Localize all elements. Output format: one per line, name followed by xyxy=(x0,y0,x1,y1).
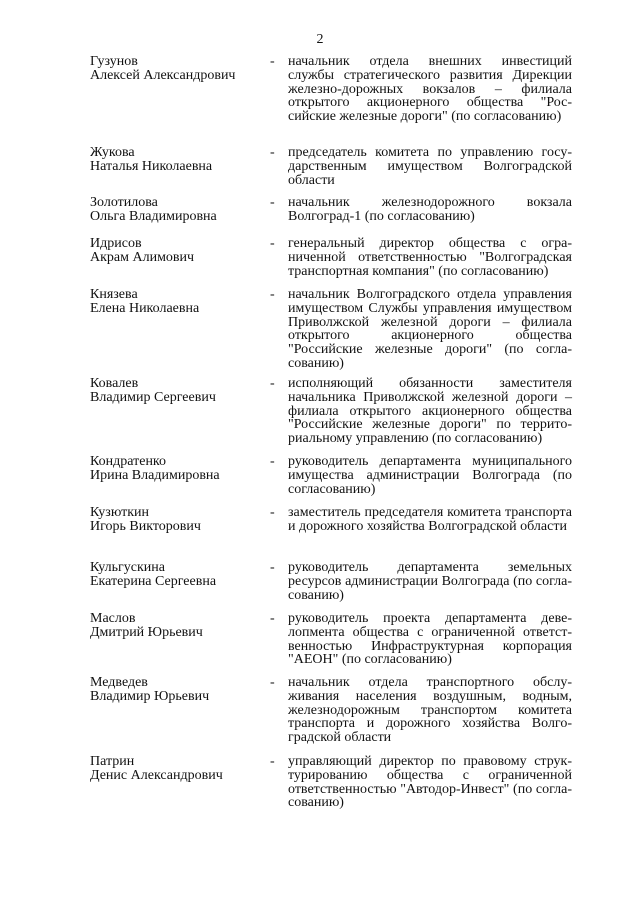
position-text: генеральный директор общества с ограниченной ответственностью "Волгоградская транспортная компания" (по согласованию) xyxy=(288,236,572,279)
given-names: Игорь Викторович xyxy=(90,518,201,534)
position-text: начальник отдела внешних инвестиций службы стратегического развития Дирекции железно-дорожных вокзалов – филиала открытого акционерного общества "Российские железные дороги" (по согласованию) xyxy=(288,54,572,125)
dash: - xyxy=(270,560,275,575)
given-names: Денис Александрович xyxy=(90,767,223,783)
person-name xyxy=(90,506,265,534)
person-name xyxy=(90,288,265,316)
surname: Кузюткин xyxy=(90,505,149,520)
given-names: Дмитрий Юрьевич xyxy=(90,624,203,640)
dash: - xyxy=(270,287,275,302)
page-number: 2 xyxy=(316,32,324,47)
person-name xyxy=(90,612,265,640)
position-text: управляющий директор по правовому структурированию общества с ограниченной ответственностью "Автодор-Инвест" (по согласованию) xyxy=(288,754,572,811)
given-names: Акрам Алимович xyxy=(90,249,195,265)
person-name xyxy=(90,676,265,704)
dash: - xyxy=(270,675,275,690)
dash: - xyxy=(270,195,275,210)
surname: Медведев xyxy=(90,675,148,690)
surname: Князева xyxy=(90,287,138,302)
surname: Гузунов xyxy=(90,54,138,69)
surname: Жукова xyxy=(90,145,135,160)
given-names: Владимир Юрьевич xyxy=(90,688,210,704)
given-names: Ирина Владимировна xyxy=(90,467,220,483)
person-name xyxy=(90,377,265,405)
person-name xyxy=(90,237,265,265)
dash: - xyxy=(270,54,275,69)
person-name xyxy=(90,196,265,224)
position-text: исполняющий обязанности заместителя начальника Приволжской железной дороги – филиала открытого акционерного общества "Российские железные дороги" по территориальному управлению (по согласованию) xyxy=(288,376,572,447)
position-text: начальник Волгоградского отдела управления имуществом Службы управления имуществом Приволжской железной дороги – филиала открытого акционерного общества "Российские железные дороги" (по согласованию) xyxy=(288,287,572,371)
position-text: руководитель департамента муниципального имущества администрации Волгограда (по согласованию) xyxy=(288,454,572,497)
surname: Кульгускина xyxy=(90,560,165,575)
dash: - xyxy=(270,236,275,251)
surname: Маслов xyxy=(90,611,136,626)
surname: Идрисов xyxy=(90,236,142,251)
dash: - xyxy=(270,505,275,520)
given-names: Елена Николаевна xyxy=(90,300,200,316)
dash: - xyxy=(270,754,275,769)
dash: - xyxy=(270,454,275,469)
position-text: руководитель проекта департамента девелопмента общества с ограниченной ответственностью Инфраструктурная корпорация "АЕОН" (по согласованию) xyxy=(288,611,572,668)
surname: Кондратенко xyxy=(90,454,167,469)
surname: Золотилова xyxy=(90,195,158,210)
position-text: председатель комитета по управлению государственным имуществом Волгоградской области xyxy=(288,145,572,188)
position-text: начальник железнодорожного вокзала Волгоград-1 (по согласованию) xyxy=(288,195,572,224)
surname: Ковалев xyxy=(90,376,139,391)
position-text: руководитель департамента земельных ресурсов администрации Волгограда (по согласованию) xyxy=(288,560,572,603)
given-names: Алексей Александрович xyxy=(90,67,236,83)
given-names: Наталья Николаевна xyxy=(90,158,213,174)
dash: - xyxy=(270,611,275,626)
position-text: начальник отдела транспортного обслуживания населения воздушным, водным, железнодорожным транспортом комитета транспорта и дорожного хозяйства Волгоградской области xyxy=(288,675,572,746)
person-name xyxy=(90,755,265,783)
given-names: Екатерина Сергеевна xyxy=(90,573,217,589)
person-name xyxy=(90,146,265,174)
person-name xyxy=(90,561,265,589)
person-name xyxy=(90,55,265,83)
dash: - xyxy=(270,376,275,391)
surname: Патрин xyxy=(90,754,135,769)
given-names: Ольга Владимировна xyxy=(90,208,217,224)
position-text: заместитель председателя комитета транспорта и дорожного хозяйства Волгоградской области xyxy=(288,505,572,534)
person-name xyxy=(90,455,265,483)
dash: - xyxy=(270,145,275,160)
given-names: Владимир Сергеевич xyxy=(90,389,216,405)
